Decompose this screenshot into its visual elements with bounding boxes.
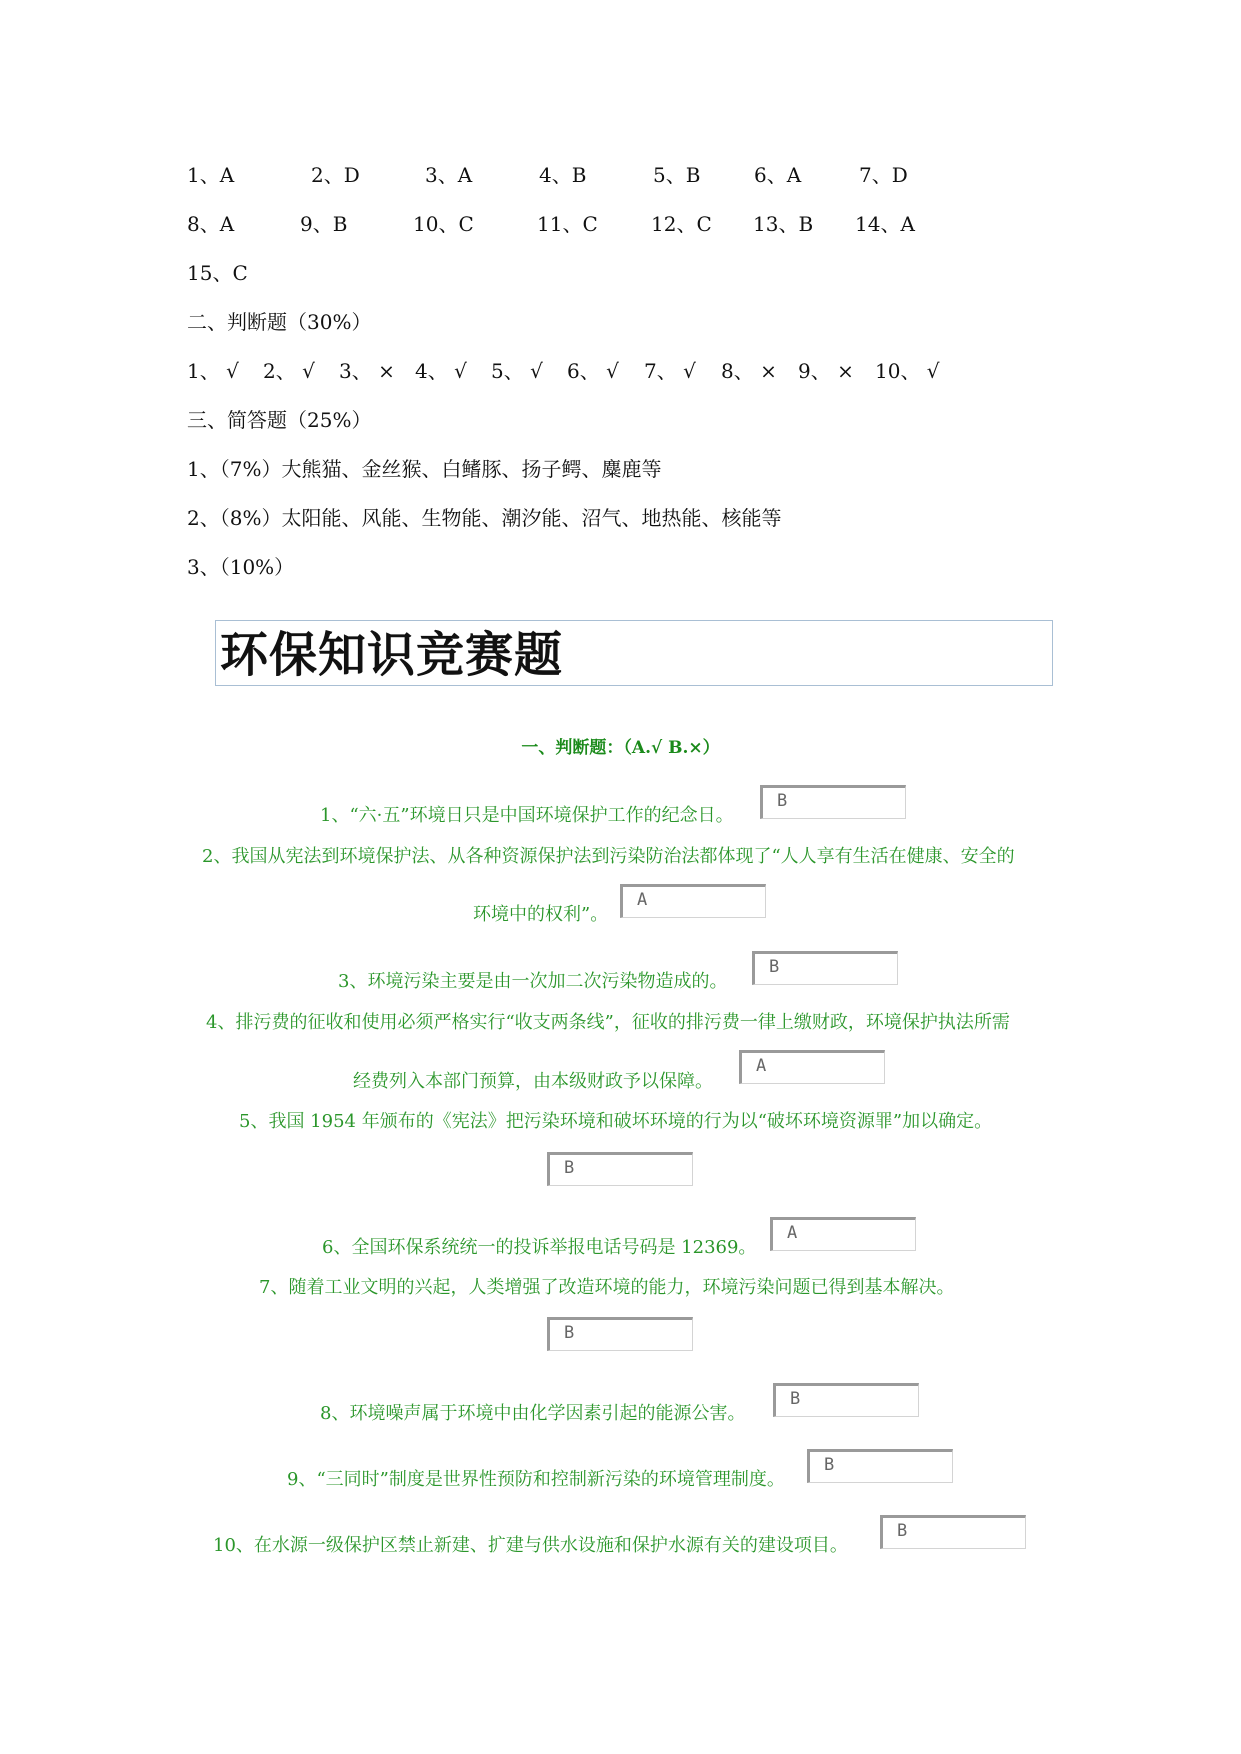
answer-box-8[interactable]: B [773, 1383, 919, 1417]
judge-answer: 2、 √ [263, 359, 315, 383]
answer-box-3[interactable]: B [752, 951, 898, 985]
judge-answer: 3、 × [339, 359, 395, 383]
choice-answer: 9、B [300, 212, 348, 236]
judge-heading: 二、判断题（30%） [187, 310, 372, 334]
question-8: 8、环境噪声属于环境中由化学因素引起的能源公害。 [320, 1403, 746, 1424]
question-6: 6、全国环保系统统一的投诉举报电话号码是 12369。 [322, 1237, 757, 1258]
choice-answer: 10、C [413, 212, 474, 236]
choice-answer: 11、C [537, 212, 598, 236]
judge-answer: 7、 √ [644, 359, 696, 383]
answer-box-1[interactable]: B [760, 785, 906, 819]
judge-answers-row [187, 356, 987, 386]
choice-answer: 2、D [311, 163, 360, 187]
short-answer-3: 3、（10%） [187, 555, 295, 579]
answer-box-10[interactable]: B [880, 1515, 1026, 1549]
short-answer-2: 2、（8%）太阳能、风能、生物能、潮汐能、沼气、地热能、核能等 [187, 506, 782, 530]
answer-box-5[interactable]: B [547, 1152, 693, 1186]
choice-answer: 1、A [187, 163, 235, 187]
question-2-cont: 环境中的权利”。 [473, 904, 609, 925]
judge-answer: 9、 × [798, 359, 854, 383]
quiz-title-box [215, 620, 1053, 686]
choice-answers-row-3 [187, 258, 387, 288]
question-10: 10、在水源一级保护区禁止新建、扩建与供水设施和保护水源有关的建设项目。 [213, 1535, 848, 1556]
question-9: 9、“三同时”制度是世界性预防和控制新污染的环境管理制度。 [287, 1469, 785, 1490]
choice-answer: 8、A [187, 212, 235, 236]
answer-box-4[interactable]: A [739, 1050, 885, 1084]
judge-answer: 6、 √ [567, 359, 619, 383]
choice-answer: 3、A [425, 163, 473, 187]
question-1: 1、“六·五”环境日只是中国环境保护工作的纪念日。 [320, 805, 734, 826]
short-answer-heading: 三、简答题（25%） [187, 408, 372, 432]
question-3: 3、环境污染主要是由一次加二次污染物造成的。 [338, 971, 728, 992]
choice-answer: 15、C [187, 261, 248, 285]
choice-answers-row-2 [187, 209, 987, 239]
choice-answer: 4、B [539, 163, 587, 187]
short-answer-1: 1、（7%）大熊猫、金丝猴、白鳍豚、扬子鳄、麋鹿等 [187, 457, 662, 481]
judge-answer: 1、 √ [187, 359, 239, 383]
choice-answer: 14、A [855, 212, 915, 236]
judge-answer: 5、 √ [491, 359, 543, 383]
question-5: 5、我国 1954 年颁布的《宪法》把污染环境和破坏环境的行为以“破坏环境资源罪”加以确定。 [239, 1111, 993, 1132]
judge-answer: 4、 √ [415, 359, 467, 383]
question-2: 2、我国从宪法到环境保护法、从各种资源保护法到污染防治法都体现了“人人享有生活在健康、安全的 [202, 846, 1015, 867]
question-4-cont: 经费列入本部门预算，由本级财政予以保障。 [353, 1071, 713, 1092]
choice-answer: 13、B [753, 212, 814, 236]
judge-answer: 8、 × [721, 359, 777, 383]
choice-answers-row-1 [187, 160, 987, 190]
choice-answer: 7、D [859, 163, 908, 187]
choice-answer: 5、B [653, 163, 701, 187]
quiz-title: 环保知识竞赛题 [220, 627, 564, 683]
answer-box-9[interactable]: B [807, 1449, 953, 1483]
choice-answer: 12、C [651, 212, 712, 236]
judge-answer: 10、 √ [875, 359, 940, 383]
question-4: 4、排污费的征收和使用必须严格实行“收支两条线”，征收的排污费一律上缴财政，环境保护执法所需 [206, 1012, 1010, 1033]
answer-box-2[interactable]: A [620, 884, 766, 918]
answer-box-6[interactable]: A [770, 1217, 916, 1251]
question-7: 7、随着工业文明的兴起，人类增强了改造环境的能力，环境污染问题已得到基本解决。 [259, 1277, 955, 1298]
section-heading: 一、判断题：（A.√ B.×） [521, 738, 720, 758]
answer-box-7[interactable]: B [547, 1317, 693, 1351]
choice-answer: 6、A [754, 163, 802, 187]
